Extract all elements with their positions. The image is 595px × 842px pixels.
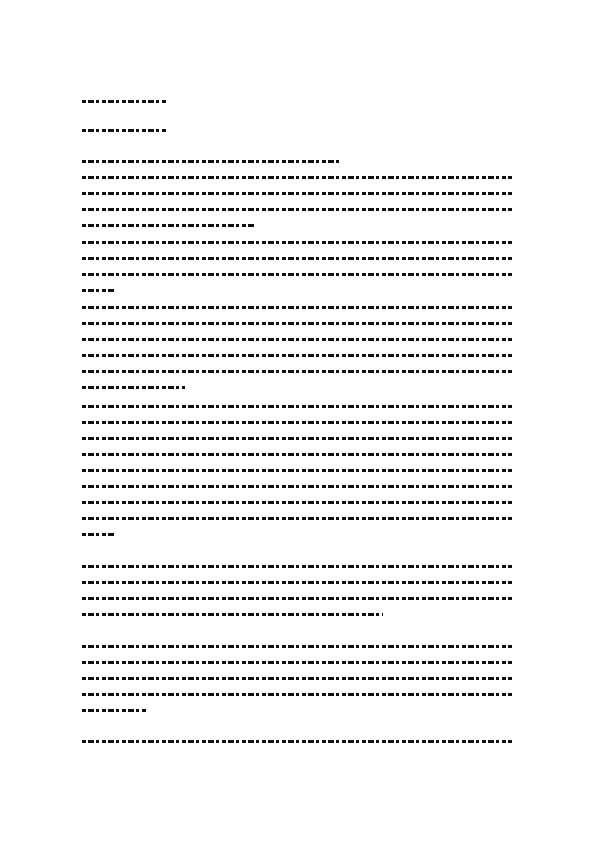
text-line: [82, 645, 512, 648]
header-line-2: [82, 129, 512, 145]
text-line: [82, 533, 116, 536]
text-line: [82, 740, 512, 743]
text-line: [82, 597, 512, 600]
text-line: [82, 581, 512, 584]
text-line: [82, 565, 512, 568]
text-line: [82, 306, 512, 309]
text-line: [82, 421, 512, 424]
text-line: [82, 453, 512, 456]
paragraph-2: [82, 241, 512, 305]
text-line: [82, 370, 512, 373]
paragraph-6: [82, 645, 512, 725]
text-line: [82, 677, 512, 680]
text-line: [82, 129, 168, 132]
text-line: [82, 208, 512, 211]
paragraph-3: [82, 306, 512, 402]
text-line: [82, 386, 185, 389]
text-line: [82, 354, 512, 357]
text-line: [82, 661, 512, 664]
text-line: [82, 709, 147, 712]
paragraph-5: [82, 565, 512, 629]
text-line: [82, 241, 512, 244]
text-line: [82, 224, 254, 227]
paragraph-4: [82, 405, 512, 549]
text-line: [82, 485, 512, 488]
text-line: [82, 160, 340, 163]
text-line: [82, 501, 512, 504]
header-line-1: [82, 100, 512, 116]
text-line: [82, 693, 512, 696]
text-line: [82, 289, 116, 292]
paragraph-7: [82, 740, 512, 756]
text-line: [82, 322, 512, 325]
text-line: [82, 405, 512, 408]
text-line: [82, 469, 512, 472]
text-line: [82, 517, 512, 520]
text-line: [82, 338, 512, 341]
text-line: [82, 273, 512, 276]
text-line: [82, 100, 168, 103]
text-line: [82, 192, 512, 195]
paragraph-1: [82, 160, 512, 240]
text-line: [82, 613, 383, 616]
text-line: [82, 437, 512, 440]
text-line: [82, 257, 512, 260]
text-line: [82, 176, 512, 179]
